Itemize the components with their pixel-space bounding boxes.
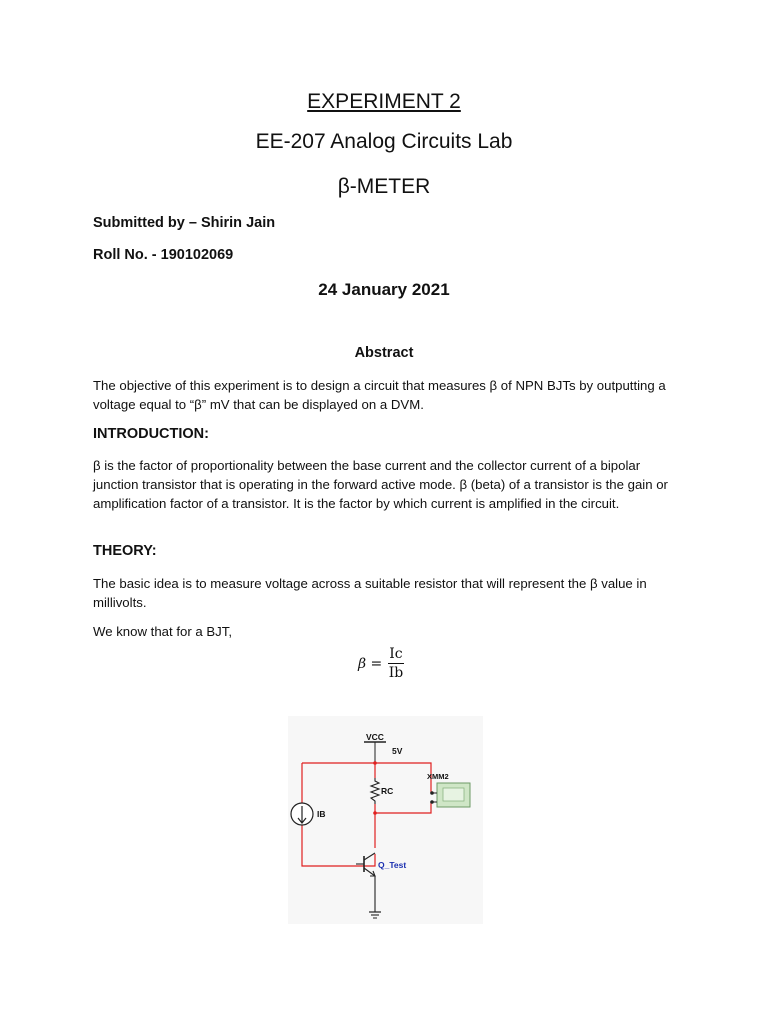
submitted-by: Submitted by – Shirin Jain (93, 215, 276, 231)
multimeter-display (443, 788, 464, 801)
node-vcc (373, 761, 377, 765)
topic-title: β-METER (337, 175, 431, 198)
theory-text: The basic idea is to measure voltage across a suitable resistor that will represent the β value in millivolts. (93, 576, 647, 610)
formula-fraction (388, 646, 403, 681)
circuit-diagram (288, 716, 483, 924)
document-date: 24 January 2021 (318, 280, 450, 299)
source-label: IB (317, 809, 326, 819)
vcc-label: VCC (366, 732, 384, 742)
resistor-label: RC (381, 786, 394, 796)
course-title: EE-207 Analog Circuits Lab (255, 130, 513, 153)
beta-formula (358, 646, 404, 681)
transistor-label: Q_Test (378, 860, 407, 870)
meter-label: XMM2 (427, 772, 449, 781)
theory-heading: THEORY: (93, 543, 157, 559)
introduction-heading: INTRODUCTION: (93, 426, 209, 442)
node-collector (373, 811, 377, 815)
formula-numerator: Ic (389, 646, 403, 662)
introduction-text: β is the factor of proportionality between the base current and the collector current of a bipolar junction transistor that is operating in the forward active mode. β (beta) of a transistor is the gain or amplification factor of a transistor. It is the factor by which current is amplified in the circuit. (93, 458, 668, 511)
experiment-title: EXPERIMENT 2 (307, 90, 461, 113)
formula-denominator: Ib (388, 665, 404, 681)
formula-lhs: β = (358, 655, 383, 672)
circuit-background (288, 716, 483, 924)
abstract-heading: Abstract (354, 345, 414, 361)
abstract-text: The objective of this experiment is to design a circuit that measures β of NPN BJTs by outputting a voltage equal to “β” mV that can be displayed on a DVM. (93, 378, 666, 412)
vcc-value: 5V (392, 746, 403, 756)
roll-number: Roll No. - 190102069 (93, 247, 234, 263)
theory-text-bjt: We know that for a BJT, (93, 624, 233, 639)
